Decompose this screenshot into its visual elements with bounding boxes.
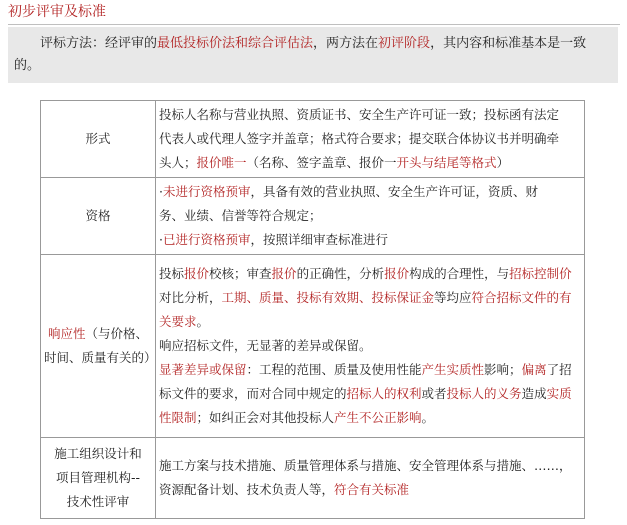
content-line: 投标人名称与营业执照、资质证书、安全生产许可证一致；投标函有法定 <box>159 107 560 122</box>
intro-tail: ，其内容和标准基本是一致的。 <box>14 36 587 73</box>
red-text: 响应性 <box>47 326 86 341</box>
row-label-responsiveness: 响应性（与价格、时间、质量有关的） <box>41 255 156 438</box>
intro-stage-highlight: 初评阶段 <box>378 36 431 51</box>
table-row <box>41 255 585 438</box>
intro-method-highlight: 最低投标价法和综合评估法 <box>157 36 314 51</box>
red-text: 已进行资格预审 <box>162 232 251 247</box>
row-content-responsiveness <box>156 255 585 438</box>
intro-lead: 评标方法：经评审的 <box>40 36 158 51</box>
row-label-technical: 施工组织设计和 项目管理机构-- 技术性评审 <box>41 438 156 519</box>
red-text: 未进行资格预审 <box>162 184 251 199</box>
row-label-qualification: 资格 <box>41 178 156 255</box>
content-line: 施工方案与技术措施、质量管理体系与措施、安全管理体系与措施、……， <box>159 458 572 473</box>
intro-paragraph <box>8 27 618 83</box>
section-heading: 初步评审及标准 <box>8 4 106 20</box>
row-content-form <box>156 101 585 178</box>
content-line: 资源配备计划、技术负责人等，符合有关标准 <box>159 482 410 497</box>
content-paragraph: 投标报价校核；审查报价的正确性，分析报价构成的合理性，与招标控制价对比分析，工期、质量、投标有效期、投标保证金等均应符合招标文件的有关要求。 <box>159 266 572 329</box>
content-paragraph: 显著差异或保留：工程的范围、质量及使用性能产生实质性影响；偏离了招标文件的要求，而对合同中规定的招标人的权利或者投标人的义务造成实质性限制；如纠正会对其他投标人产生不公正影响。 <box>159 362 572 425</box>
content-line: ·已进行资格预审，按照详细审查标准进行 <box>159 232 389 247</box>
red-text: 开头与结尾等格式 <box>396 155 497 170</box>
table-row <box>41 101 585 178</box>
red-text: 符合有关标准 <box>334 482 410 497</box>
row-content-technical <box>156 438 585 519</box>
content-line: 务、业绩、信誉等符合规定； <box>159 208 322 223</box>
content-line: 代表人或代理人签字并盖章；格式符合要求；提交联合体协议书并明确牵 <box>159 131 560 146</box>
row-label-form: 形式 <box>41 101 156 178</box>
row-content-qualification <box>156 178 585 255</box>
content-line: ·未进行资格预审，具备有效的营业执照、安全生产许可证，资质、财 <box>159 184 539 199</box>
heading-divider <box>8 24 620 25</box>
content-paragraph: 响应招标文件，无显著的差异或保留。 <box>159 338 372 353</box>
red-text: 报价唯一 <box>196 155 247 170</box>
content-line: 头人；报价唯一（名称、签字盖章、报价一开头与结尾等格式） <box>159 155 510 170</box>
criteria-table <box>40 100 585 519</box>
intro-middle: ，两方法在 <box>313 36 379 51</box>
table-row <box>41 178 585 255</box>
table-row <box>41 438 585 519</box>
